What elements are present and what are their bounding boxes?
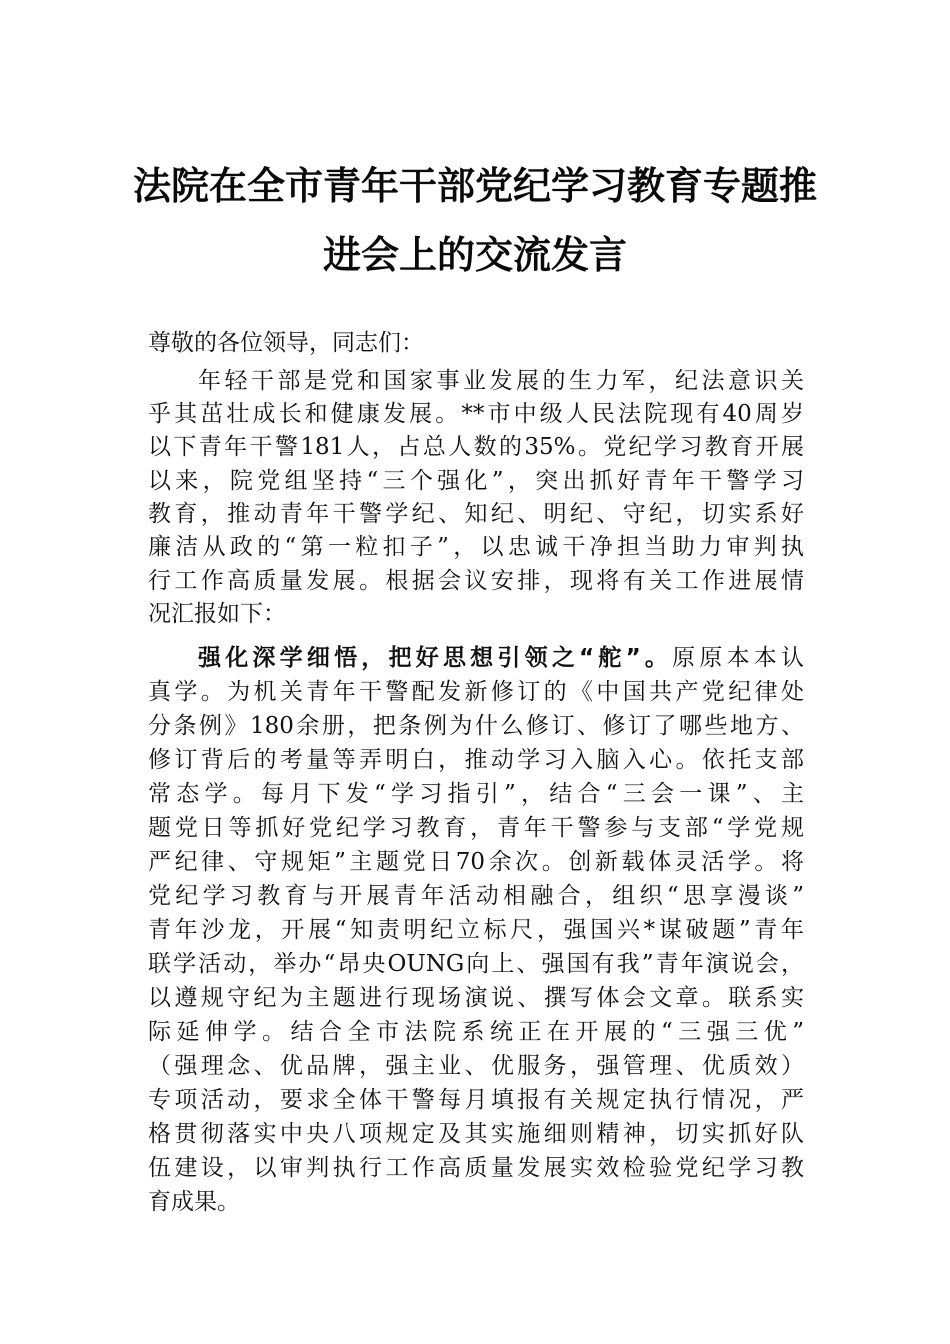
para1-line: 行工作高质量发展。根据会议安排，现将有关工作进展情	[148, 568, 804, 594]
para2-line: 以遵规守纪为主题进行现场演说、撰写体会文章。联系实	[148, 985, 804, 1011]
para2-line: 专项活动，要求全体干警每月填报有关规定执行情况，严	[148, 1087, 804, 1113]
para2-line: 题党日等抓好党纪学习教育，青年干警参与支部“学党规	[148, 815, 804, 841]
para2-line: 修订背后的考量等弄明白，推动学习入脑入心。依托支部	[148, 747, 804, 773]
para2-line: 青年沙龙，开展“知责明纪立标尺，强国兴*谋破题”青年	[148, 917, 804, 943]
para2-line: 际延伸学。结合全市法院系统正在开展的“三强三优”	[148, 1019, 804, 1045]
para2-line: 联学活动，举办“昂央OUNG向上、强国有我”青年演说会，	[148, 951, 804, 977]
para1-line: 教育，推动青年干警学纪、知纪、明纪、守纪，切实系好	[148, 501, 804, 527]
para1-line: 年轻干部是党和国家事业发展的生力军，纪法意识关	[198, 368, 804, 394]
para2-heading: 强化深学细悟，把好思想引领之“舵”。	[198, 645, 673, 671]
para2-line: 伍建设，以审判执行工作高质量发展实效检验党纪学习教	[148, 1155, 804, 1181]
para2-line: 分条例》180余册，把条例为什么修订、修订了哪些地方、	[148, 713, 804, 739]
para2-line: （强理念、优品牌，强主业、优服务，强管理、优质效）	[148, 1053, 804, 1079]
para2-line: 格贯彻落实中央八项规定及其实施细则精神，切实抓好队	[148, 1121, 804, 1147]
para2-line: 常态学。每月下发“学习指引”，结合“三会一课”、主	[148, 781, 804, 807]
para1-line: 以下青年干警181人，占总人数的35%。党纪学习教育开展	[148, 434, 804, 460]
para1-line: 况汇报如下：	[148, 601, 286, 627]
document-title-line-1: 法院在全市青年干部党纪学习教育专题推	[132, 163, 817, 208]
para1-line: 廉洁从政的“第一粒扣子”，以忠诚干净担当助力审判执	[148, 534, 804, 560]
para1-line: 乎其茁壮成长和健康发展。**市中级人民法院现有40周岁	[148, 401, 804, 427]
para2-line: 党纪学习教育与开展青年活动相融合，组织“思享漫谈”	[148, 883, 804, 909]
para2-first-line	[198, 642, 804, 674]
para2-line: 育成果。	[148, 1189, 240, 1215]
para2-first-rest: 原原本本认	[672, 645, 805, 671]
para2-line: 严纪律、守规矩”主题党日70余次。创新载体灵活学。将	[148, 849, 804, 875]
salutation: 尊敬的各位领导，同志们：	[148, 330, 424, 356]
para1-line: 以来，院党组坚持“三个强化”，突出抓好青年干警学习	[148, 468, 804, 494]
para2-line: 真学。为机关青年干警配发新修订的《中国共产党纪律处	[148, 679, 804, 705]
document-title-line-2: 进会上的交流发言	[322, 232, 627, 277]
